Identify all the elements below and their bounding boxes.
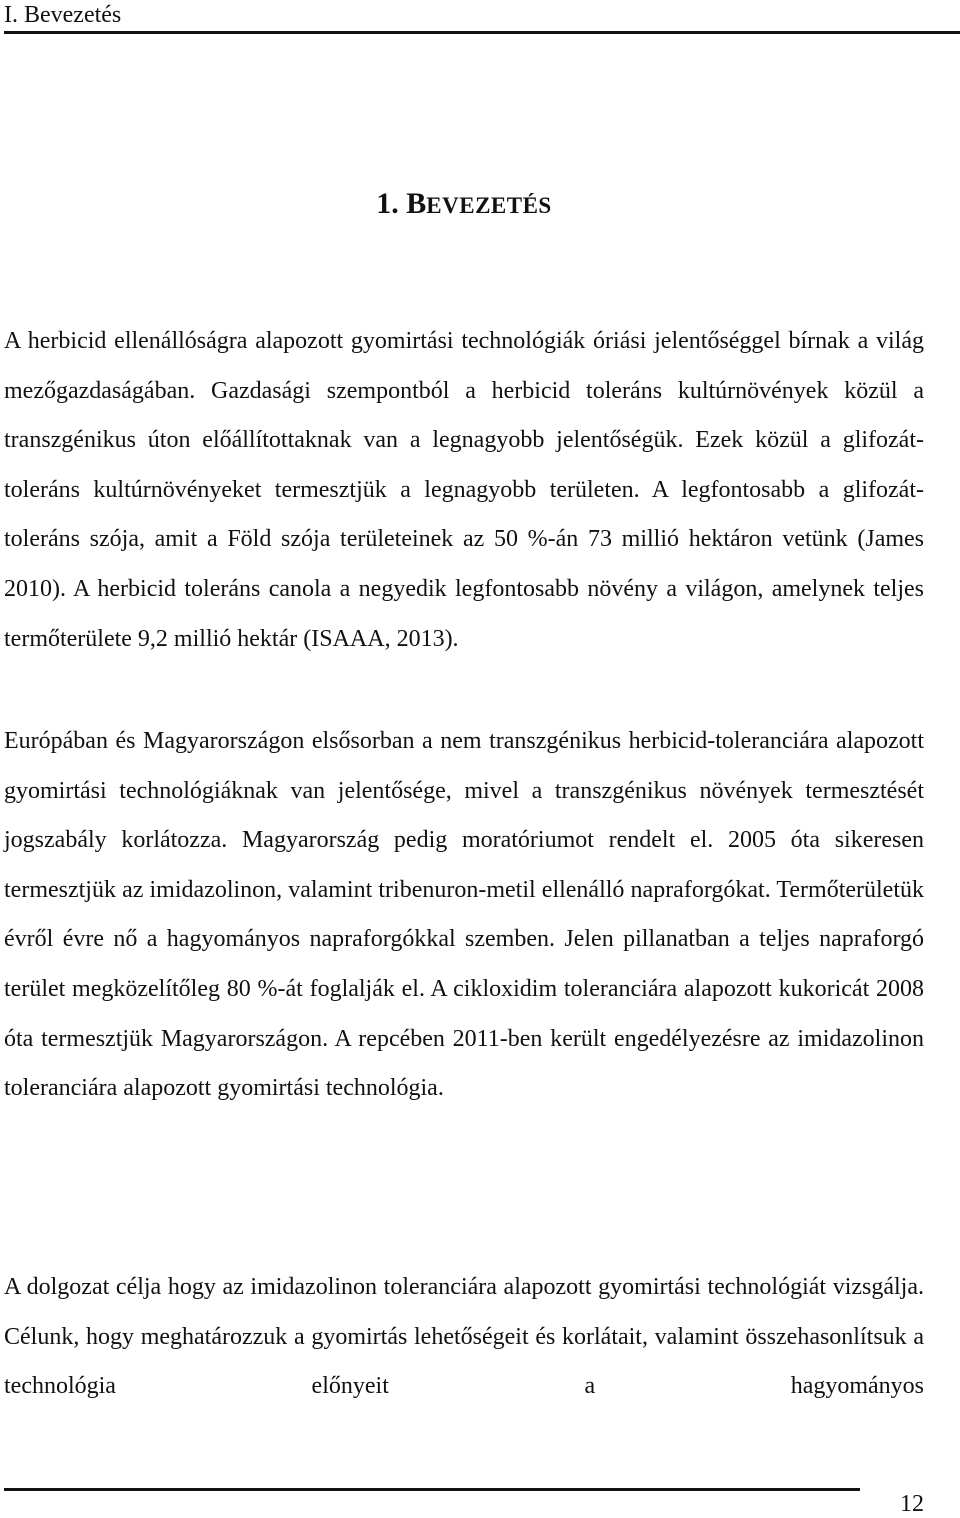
chapter-title xyxy=(0,186,928,224)
body-paragraph-1: A herbicid ellenállóságra alapozott gyomirtási technológiák óriási jelentőséggel bírnak a világ mezőgazdaságában. Gazdasági szempontból a herbicid toleráns kultúrnövények közül a transzgénikus úton előállítottaknak van a legnagyobb jelentőségük. Ezek közül a glifozát-toleráns kultúrnövényeket termesztjük a legnagyobb területen. A legfontosabb a glifozát-toleráns szója, amit a Föld szója területeinek az 50 %-án 73 millió hektáron vetünk (James 2010). A herbicid toleráns canola a negyedik legfontosabb növény a világon, amelynek teljes termőterülete 9,2 millió hektár (ISAAA, 2013). xyxy=(4,328,924,652)
body-paragraph-2: Európában és Magyarországon elsősorban a nem transzgénikus herbicid-toleranciára alapozott gyomirtási technológiáknak van jelentősége, mivel a transzgénikus növények termesztését jogszabály korlátozza. Magyarország pedig moratóriumot rendelt el. 2005 óta sikeresen termesztjük az imidazolinon, valamint tribenuron-metil ellenálló napraforgókat. Termőterületük évről évre nő a hagyományos napraforgókkal szemben. Jelen pillanatban a teljes napraforgó terület megközelítőleg 80 %-át foglalják el. A cikloxidim toleranciára alapozott kukoricát 2008 óta termesztjük Magyarországon. A repcében 2011-ben került engedélyezésre az imidazolinon toleranciára alapozott gyomirtási technológia. xyxy=(4,728,924,1102)
footer-rule xyxy=(4,1488,860,1491)
chapter-title-initial: B xyxy=(406,187,427,220)
header-rule xyxy=(4,31,960,34)
page-number: 12 xyxy=(900,1491,924,1517)
chapter-number: 1. xyxy=(376,187,407,220)
running-header: I. Bevezetés xyxy=(4,2,122,28)
chapter-title-rest: EVEZETÉS xyxy=(426,193,552,218)
body-paragraph-3: A dolgozat célja hogy az imidazolinon toleranciára alapozott gyomirtási technológiát vizsgálja. Célunk, hogy meghatározzuk a gyomirtás lehetőségeit és korlátait, valamint összehasonlítsuk a technológia előnyeit a hagyományos xyxy=(4,1274,924,1400)
